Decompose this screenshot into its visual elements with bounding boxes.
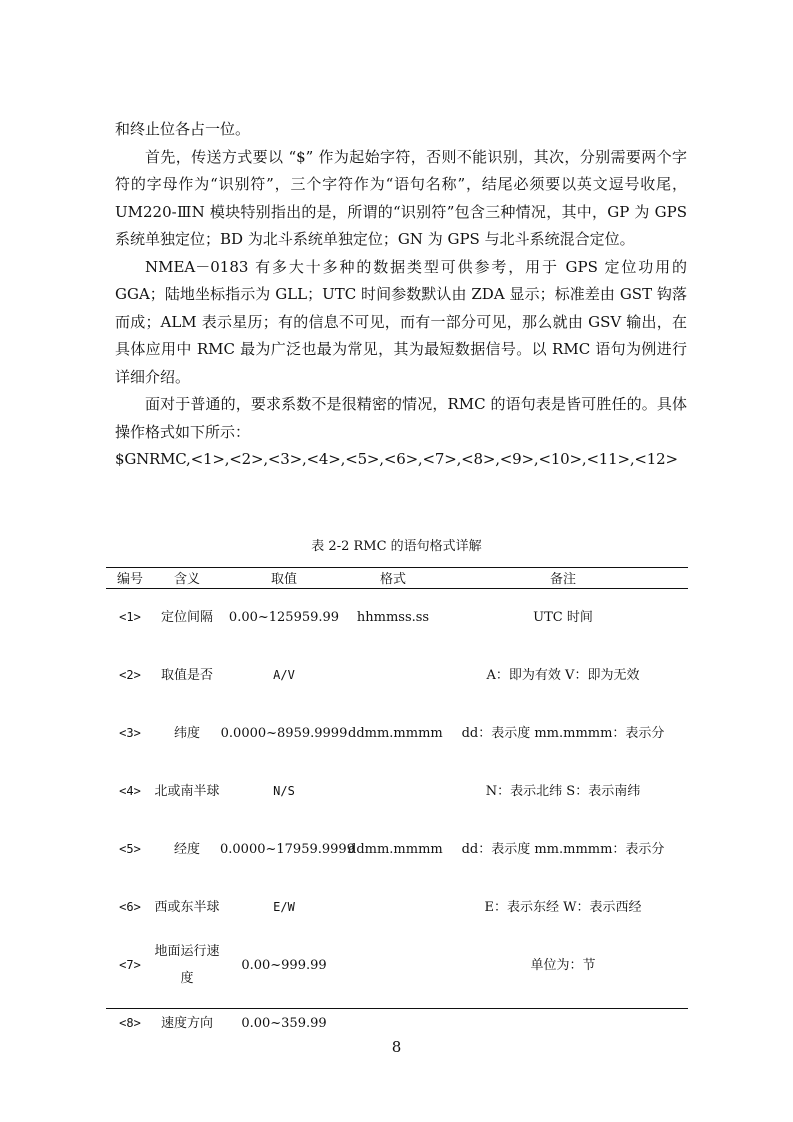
cell-note: dd：表示度 mm.mmmm：表示分 (461, 841, 665, 857)
cell-no: <2> (119, 667, 141, 682)
cell-value: N/S (273, 783, 295, 798)
cell-format: ddmm.mmmm (348, 841, 443, 857)
table-row (106, 588, 688, 646)
cell-no: <3> (119, 725, 141, 740)
paragraph-2: 首先，传送方式要以 “$” 作为起始字符，否则不能识别，其次，分别需要两个字符的字母作为“识别符”，三个字符作为“语句名称”，结尾必须要以英文逗号收尾，UM220-ⅢN 模块特别指出的是，所谓的“识别符”包含三种情况，其中，GP 为 GPS 系统单独定位；BD 为北斗系统单独定位；GN 为 GPS 与北斗系统混合定位。 (115, 147, 687, 248)
cell-value: E/W (273, 899, 295, 914)
cell-value: A/V (273, 667, 295, 682)
cell-meaning: 经度 (173, 841, 200, 857)
cell-note: E：表示东经 W：表示西经 (484, 899, 642, 915)
cell-no: <4> (119, 783, 141, 798)
cell-note: dd：表示度 mm.mmmm：表示分 (461, 725, 665, 741)
cell-no: <6> (119, 899, 141, 914)
cell-no: <8> (119, 1015, 141, 1030)
cell-note: N：表示北纬 S：表示南纬 (485, 783, 641, 799)
table-row (106, 762, 688, 820)
page-number: 8 (391, 1038, 402, 1056)
cell-value: 0.00~125959.99 (228, 609, 340, 625)
paragraph-4: 面对于普通的，要求系数不是很精密的情况，RMC 的语句表是皆可胜任的。具体操作格式如下所示： (115, 395, 687, 441)
cell-meaning: 纬度 (173, 725, 200, 741)
table-row (106, 646, 688, 704)
cell-meaning: 北或南半球 (154, 783, 220, 799)
header-value: 取值 (270, 572, 297, 587)
paragraph-1: 和终止位各占一位。 (115, 120, 251, 138)
rmc-format-table (106, 567, 688, 1052)
cell-no: <1> (119, 609, 141, 624)
cell-value: 0.0000~8959.9999 (220, 725, 348, 741)
table-row (106, 704, 688, 762)
cell-note: A：即为有效 V：即为无效 (486, 667, 640, 683)
header-note: 备注 (549, 572, 576, 587)
body-text (115, 116, 687, 474)
rmc-format-line: $GNRMC,<1>,<2>,<3>,<4>,<5>,<6>,<7>,<8>,<9>,<10>,<11>,<12> (115, 450, 678, 468)
cell-meaning: 地面运行速度 (154, 944, 220, 986)
cell-format (348, 878, 438, 936)
cell-format (348, 936, 438, 994)
table-header-row (106, 567, 688, 588)
cell-note: 单位为：节 (530, 957, 596, 973)
table-row (106, 936, 688, 994)
header-format: 格式 (379, 572, 406, 587)
header-meaning: 含义 (173, 572, 200, 587)
cell-meaning: 定位间隔 (160, 609, 213, 625)
cell-meaning: 速度方向 (160, 1015, 213, 1031)
cell-value: 0.00~359.99 (241, 1015, 327, 1031)
cell-meaning: 取值是否 (160, 667, 213, 683)
cell-format (348, 646, 438, 704)
table-row (106, 878, 688, 936)
cell-format: hhmmss.ss (356, 609, 430, 625)
header-no: 编号 (116, 572, 143, 587)
table-row (106, 820, 688, 878)
cell-no: <7> (119, 957, 141, 972)
cell-value: 0.00~999.99 (241, 957, 327, 973)
paragraph-3: NMEA－0183 有多大十多种的数据类型可供参考，用于 GPS 定位功用的 GGA；陆地坐标指示为 GLL；UTC 时间参数默认由 ZDA 显示；标准差由 GST 钩落而成；ALM 表示星历；有的信息不可见，而有一部分可见，那么就由 GSV 输出，在具体应用中 RMC 最为广泛也最为常见，其为最短数据信号。以 RMC 语句为例进行详细介绍。 (115, 257, 687, 386)
cell-format (348, 762, 438, 820)
cell-no: <5> (119, 841, 141, 856)
cell-meaning: 西或东半球 (154, 899, 220, 915)
cell-value: 0.0000~17959.9999 (220, 841, 355, 857)
table-caption: 表 2-2 RMC 的语句格式详解 (311, 539, 482, 554)
cell-format: ddmm.mmmm (348, 725, 443, 741)
cell-note: UTC 时间 (533, 609, 593, 625)
